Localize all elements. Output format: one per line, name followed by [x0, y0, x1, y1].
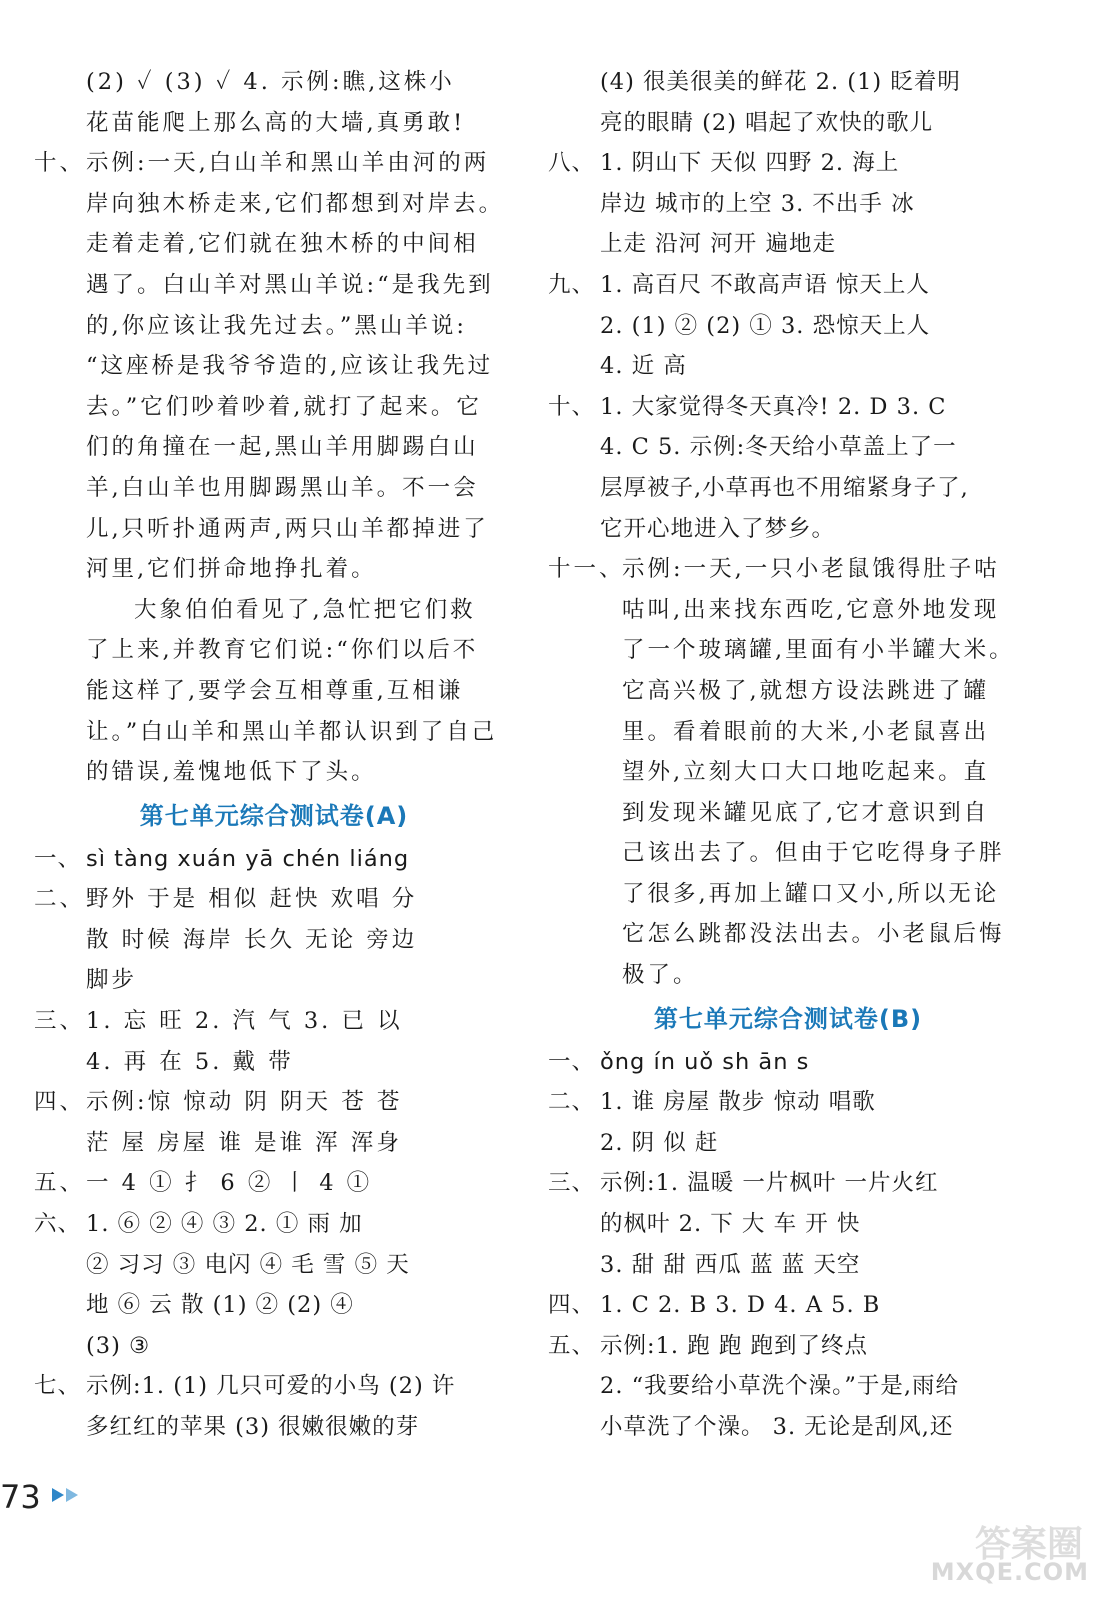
answer-line: (3) ③ [86, 1332, 151, 1359]
answer-line: 散 时候 海岸 长久 无论 旁边 [86, 926, 418, 953]
question-10-right [548, 387, 1028, 428]
arrow-icon [52, 1488, 64, 1502]
section-title-b: 第七单元综合测试卷(B) [653, 1004, 923, 1033]
answer-line: (4) 很美很美的鲜花 2. (1) 眨着明 [600, 69, 961, 95]
answer-line: 了很多,再加上罐口又小,所以无论 [622, 880, 1000, 907]
question-5 [34, 1163, 514, 1204]
question-label: 二、 [548, 1089, 596, 1116]
left-column [34, 62, 514, 1448]
answer-line: 一 4 ① 扌 6 ② 丨 4 ① [86, 1170, 373, 1197]
answer-line: 极了。 [622, 962, 699, 989]
answer-line: 脚步 [86, 967, 138, 994]
answer-line: 己该出去了。但由于它吃得身子胖 [622, 840, 1005, 867]
answer-line: 亮的眼睛 (2) 唱起了欢快的歌儿 [600, 109, 934, 136]
answer-line: 1. ⑥ ② ④ ③ 2. ① 雨 加 [86, 1211, 363, 1238]
answer-line: 1. C 2. B 3. D 4. A 5. B [600, 1292, 881, 1319]
answer-line: 2. (1) ② (2) ① 3. 恐惊天上人 [600, 312, 931, 339]
question-b4 [548, 1285, 1028, 1326]
question-label: 八、 [548, 150, 596, 177]
answer-line: 示例:1. (1) 几只可爱的小鸟 (2) 许 [86, 1373, 456, 1400]
question-6 [34, 1204, 514, 1245]
next-arrows-icon [52, 1488, 78, 1502]
arrow-icon [66, 1488, 78, 1502]
question-label: 十、 [548, 393, 596, 420]
question-label: 二、 [34, 886, 86, 913]
question-label: 三、 [34, 1008, 86, 1035]
answer-line: 里。看着眼前的大米,小老鼠喜出 [622, 718, 990, 745]
answer-line: 了一个玻璃罐,里面有小半罐大米。 [622, 637, 1015, 664]
answer-line: 4. 再 在 5. 戴 带 [86, 1048, 294, 1075]
question-label: 五、 [548, 1332, 596, 1359]
answer-line: 儿,只听扑通两声,两只山羊都掉进了 [86, 515, 489, 542]
question-label: 九、 [548, 271, 596, 298]
answer-line: 它怎么跳都没法出去。小老鼠后悔 [622, 921, 1005, 948]
question-label: 十、 [34, 150, 86, 177]
question-label: 三、 [548, 1170, 596, 1197]
question-label: 一、 [34, 845, 82, 872]
answer-line: 4. 近 高 [600, 353, 687, 380]
answer-line: 让。”白山羊和黑山羊都认识到了自己 [86, 718, 498, 745]
answer-line: 咕叫,出来找东西吃,它意外地发现 [622, 596, 1000, 623]
right-column [548, 62, 1028, 1448]
answer-line: 示例:1. 温暖 一片枫叶 一片火红 [600, 1170, 939, 1197]
answer-line: 了上来,并教育它们说:“你们以后不 [86, 637, 479, 664]
question-1 [34, 839, 514, 880]
question-10 [34, 143, 514, 184]
answer-line: 2. “我要给小草洗个澡。”于是,雨给 [600, 1373, 960, 1400]
watermark-url: MXQE.COM [930, 1558, 1089, 1586]
answer-line: 小草洗了个澡。 3. 无论是刮风,还 [600, 1414, 954, 1440]
question-b5 [548, 1326, 1028, 1367]
answer-line: 2. 阴 似 赶 [600, 1129, 719, 1156]
answer-line: ② 习习 ③ 电闪 ④ 毛 雪 ⑤ 天 [86, 1251, 410, 1278]
answer-line: 示例:1. 跑 跑 跑到了终点 [600, 1332, 869, 1359]
question-label: 七、 [34, 1373, 82, 1400]
answer-line: (2) ✓ (3) ✓ 4. 示例:瞧,这株小 [86, 69, 455, 95]
answer-line: 走着走着,它们就在独木桥的中间相 [86, 231, 479, 258]
answer-line: ǒng ín uǒ sh ān s [600, 1048, 810, 1075]
answer-line: 遇了。白山羊对黑山羊说:“是我先到 [86, 271, 494, 298]
answer-line: 1. 大家觉得冬天真冷! 2. D 3. C [600, 393, 947, 420]
answer-line: 上走 沿河 河开 遍地走 [600, 231, 836, 258]
question-b2 [548, 1082, 1028, 1123]
answer-line: 地 ⑥ 云 散 (1) ② (2) ④ [86, 1292, 354, 1319]
answer-line: 1. 谁 房屋 散步 惊动 唱歌 [600, 1089, 876, 1116]
watermark-logo: 答案圈 [974, 1524, 1083, 1565]
question-7 [34, 1366, 514, 1407]
answer-line: 河里,它们拼命地挣扎着。 [86, 556, 377, 583]
answer-line: 们的角撞在一起,黑山羊用脚踢白山 [86, 434, 479, 461]
question-label: 四、 [548, 1292, 596, 1319]
answer-line: 3. 甜 甜 西瓜 蓝 蓝 天空 [600, 1251, 861, 1278]
answer-line: 1. 忘 旺 2. 汽 气 3. 已 以 [86, 1008, 403, 1035]
answer-line: 花苗能爬上那么高的大墙,真勇敢! [86, 109, 466, 136]
question-label: 六、 [34, 1211, 82, 1238]
answer-line: 的错误,羞愧地低下了头。 [86, 759, 377, 786]
answer-line: 示例:一天,一只小老鼠饿得肚子咕 [622, 556, 1000, 583]
question-b1 [548, 1042, 1028, 1083]
answer-line: 岸边 城市的上空 3. 不出手 冰 [600, 190, 915, 217]
question-b3 [548, 1163, 1028, 1204]
answer-line: 羊,白山羊也用脚踢黑山羊。不一会 [86, 474, 479, 501]
answer-line: 层厚被子,小草再也不用缩紧身子了, [600, 474, 969, 501]
answer-line: 茫 屋 房屋 谁 是谁 浑 浑身 [86, 1129, 402, 1156]
answer-line: 多红红的苹果 (3) 很嫩很嫩的芽 [86, 1414, 420, 1440]
answer-line: 到发现米罐见底了,它才意识到自 [622, 799, 990, 826]
answer-line: 望外,立刻大口大口地吃起来。直 [622, 759, 990, 786]
question-3 [34, 1001, 514, 1042]
question-8 [548, 143, 1028, 184]
answer-line: 大象伯伯看见了,急忙把它们救 [134, 596, 476, 623]
question-label: 一、 [548, 1048, 596, 1075]
answer-line: 示例:惊 惊动 阴 阴天 苍 苍 [86, 1089, 403, 1116]
answer-line: 的枫叶 2. 下 大 车 开 快 [600, 1211, 861, 1238]
question-label: 四、 [34, 1089, 86, 1116]
answer-line: 野外 于是 相似 赶快 欢唱 分 [86, 886, 418, 913]
answer-line: 去。”它们吵着吵着,就打了起来。它 [86, 393, 482, 420]
answer-line: 岸向独木桥走来,它们都想到对岸去。 [86, 190, 505, 217]
answer-line: 的,你应该让我先过去。”黑山羊说: [86, 312, 467, 339]
question-label: 五、 [34, 1170, 86, 1197]
watermark [919, 1516, 1089, 1586]
answer-line: 4. C 5. 示例:冬天给小草盖上了一 [600, 434, 957, 461]
answer-line: sì tàng xuán yā chén liáng [86, 845, 410, 872]
answer-line: “这座桥是我爷爷造的,应该让我先过 [86, 353, 494, 380]
section-title-a: 第七单元综合测试卷(A) [139, 801, 409, 830]
question-2 [34, 879, 514, 920]
answer-line: 能这样了,要学会互相尊重,互相谦 [86, 677, 464, 704]
answer-line: 示例:一天,白山羊和黑山羊由河的两 [86, 150, 490, 177]
question-label: 十一、 [548, 556, 625, 583]
answer-line: 它开心地进入了梦乡。 [600, 515, 836, 542]
answer-line: 1. 阴山下 天似 四野 2. 海上 [600, 150, 900, 177]
question-11 [548, 549, 1028, 590]
answer-line: 1. 高百尺 不敢高声语 惊天上人 [600, 271, 930, 298]
question-4 [34, 1082, 514, 1123]
question-9 [548, 265, 1028, 306]
answer-line: 它高兴极了,就想方设法跳进了罐 [622, 677, 990, 704]
page-number: 73 [0, 1478, 41, 1516]
